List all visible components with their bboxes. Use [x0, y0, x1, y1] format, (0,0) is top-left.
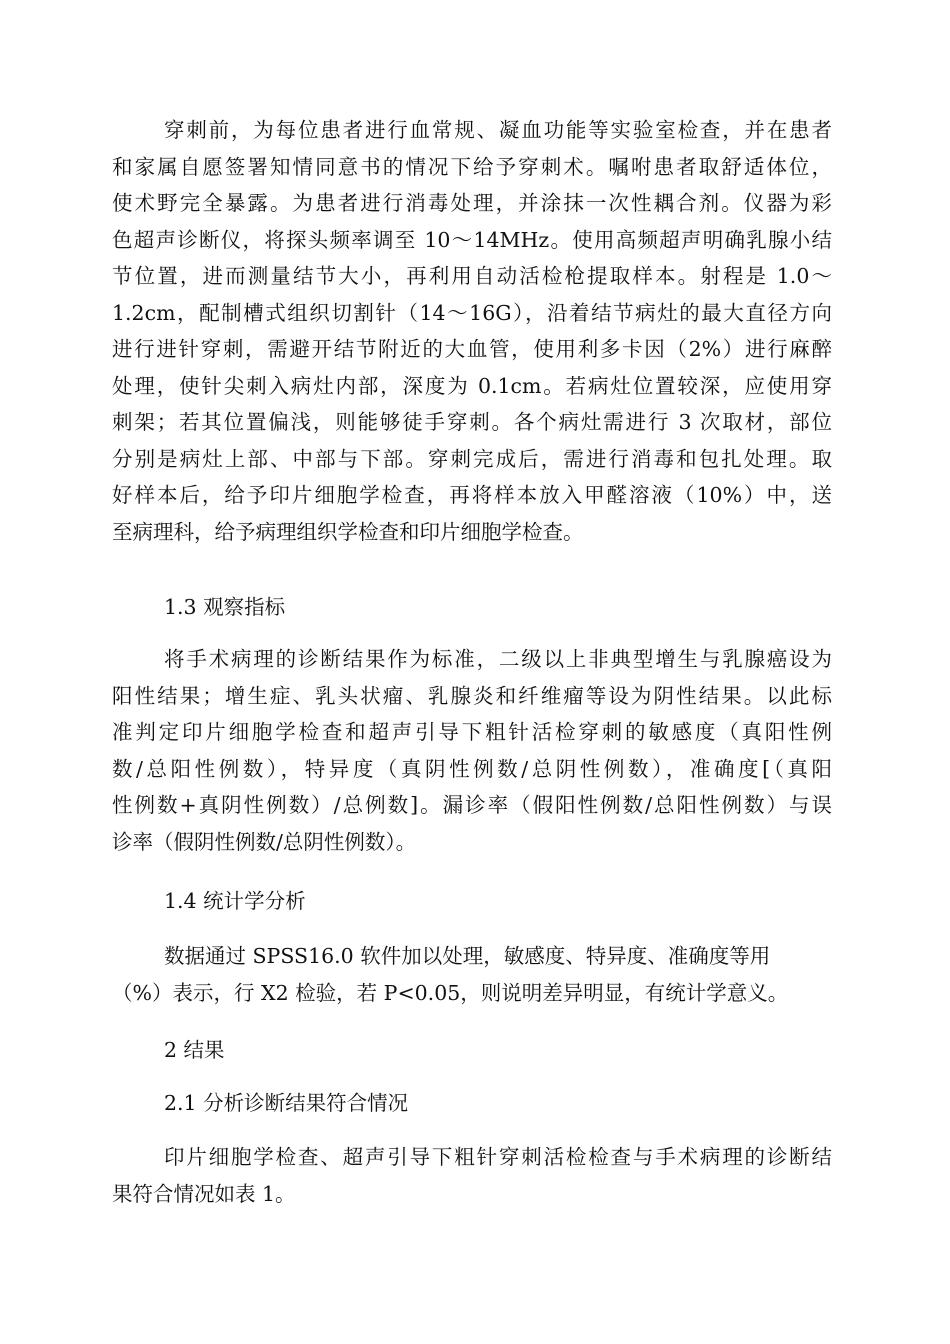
paragraph-line: 处理，使针尖刺入病灶内部，深度为 0.1cm。若病灶位置较深，应使用穿: [112, 373, 832, 398]
paragraph-line: 1.2cm，配制槽式组织切割针（14～16G），沿着结节病灶的最大直径方向: [112, 300, 832, 325]
section-heading-1-3: 1.3 观察指标: [164, 595, 286, 619]
paragraph-line: 使术野完全暴露。为患者进行消毒处理，并涂抹一次性耦合剂。仪器为彩: [112, 191, 832, 215]
paragraph-line: 将手术病理的诊断结果作为标准，二级以上非典型增生与乳腺癌设为: [164, 647, 832, 671]
paragraph-line: 至病理科，给予病理组织学检查和印片细胞学检查。: [112, 519, 584, 544]
paragraph-line: 果符合情况如表 1。: [112, 1181, 296, 1206]
section-heading-2-1: 2.1 分析诊断结果符合情况: [164, 1091, 409, 1115]
paragraph-line: （%）表示，行 X2 检验，若 P<0.05，则说明差异明显，有统计学意义。: [112, 980, 789, 1005]
paragraph-line: 进行进针穿刺，需避开结节附近的大血管，使用利多卡因（2%）进行麻醉: [112, 337, 832, 361]
paragraph-line: 性例数+真阴性例数）/总例数]。漏诊率（假阳性例数/总阳性例数）与误: [112, 793, 832, 817]
paragraph-line: 准判定印片细胞学检查和超声引导下粗针活检穿刺的敏感度（真阳性例: [112, 720, 832, 744]
paragraph-line: 刺架；若其位置偏浅，则能够徒手穿刺。各个病灶需进行 3 次取材，部位: [112, 410, 832, 434]
paragraph-line: 分别是病灶上部、中部与下部。穿刺完成后，需进行消毒和包扎处理。取: [112, 446, 832, 471]
paragraph-line: 数/总阳性例数），特异度（真阴性例数/总阴性例数），准确度[（真阳: [112, 756, 832, 781]
paragraph-line: 数据通过 SPSS16.0 软件加以处理，敏感度、特异度、准确度等用: [164, 944, 771, 968]
paragraph-statistical-analysis: [112, 938, 832, 1011]
paragraph-puncture-procedure: [112, 112, 832, 550]
paragraph-line: 和家属自愿签署知情同意书的情况下给予穿刺术。嘱咐患者取舒适体位，: [112, 154, 832, 179]
section-heading-2: 2 结果: [164, 1038, 225, 1062]
paragraph-diagnosis-results: [112, 1139, 832, 1212]
paragraph-line: 阳性结果；增生症、乳头状瘤、乳腺炎和纤维瘤等设为阴性结果。以此标: [112, 683, 832, 708]
paragraph-observation-indicators: [112, 641, 832, 860]
paragraph-line: 色超声诊断仪，将探头频率调至 10～14MHz。使用高频超声明确乳腺小结: [112, 227, 832, 252]
paragraph-line: 节位置，进而测量结节大小，再利用自动活检枪提取样本。射程是 1.0～: [112, 264, 832, 288]
paragraph-line: 穿刺前，为每位患者进行血常规、凝血功能等实验室检查，并在患者: [164, 118, 832, 142]
section-heading-1-4: 1.4 统计学分析: [164, 889, 306, 913]
paragraph-line: 诊率（假阴性例数/总阴性例数）。: [112, 829, 417, 854]
paragraph-line: 印片细胞学检查、超声引导下粗针穿刺活检检查与手术病理的诊断结: [164, 1145, 832, 1169]
paragraph-line: 好样本后，给予印片细胞学检查，再将样本放入甲醛溶液（10%）中，送: [112, 483, 832, 507]
